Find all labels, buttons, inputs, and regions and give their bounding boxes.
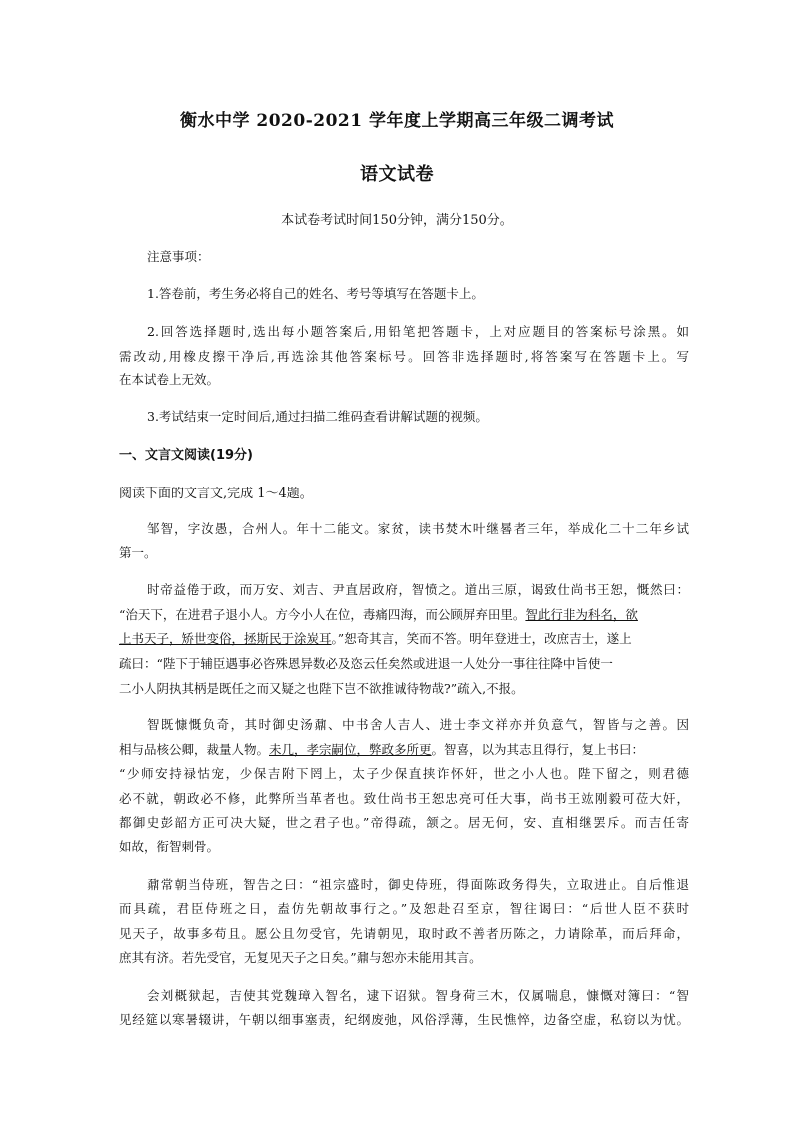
underlined-text: 智此行非为科名，欲	[525, 608, 638, 622]
passage-line: 鼐常朝当侍班，智告之曰：“祖宗盛时，御史侍班，得面陈政务得失，立取进止。自后惟退	[147, 878, 689, 892]
passage-text: ”疏入,不报。	[450, 682, 524, 696]
passage-line	[119, 657, 689, 671]
passage-line: 见天子，故事多苟且。愿公且勿受官，先请朝见，取时政不善者历陈之，力请除革，而后拜命，	[119, 927, 689, 941]
exam-info: 本试卷考试时间150分钟，满分150分。	[281, 213, 513, 228]
passage-line: 第一。	[119, 546, 157, 560]
section-heading: 一、文言文阅读(19分)	[119, 448, 253, 463]
notice-item: 1.答卷前，考生务必将自己的姓名、考号等填写在答题卡上。	[147, 287, 484, 301]
exam-title: 衡水中学 2020-2021 学年度上学期高三年级二调考试	[179, 111, 615, 131]
notice-item: 在本试卷上无效。	[119, 373, 220, 387]
wavy-underlined-text: 二小人阴执其柄是既任之而又疑之也陛下岂不欲推诚待物哉?	[119, 682, 451, 696]
passage-text: 。智喜，以为其志且得行，复上书曰：	[431, 743, 645, 757]
passage-line: 如故，衔智刺骨。	[119, 840, 220, 854]
passage-line	[119, 682, 689, 696]
notice-item: 2.回答选择题时,选出每小题答案后,用铅笔把答题卡，上对应题目的答案标号涂黑。如	[147, 325, 689, 339]
passage-line: 都御史彭韶方正可决大疑，世之君子也。”帝得疏，颔之。居无何，安、直相继罢斥。而吉任寄	[119, 816, 689, 830]
underlined-text: 上书天子，矫世变俗，拯斯民于涂炭耳	[119, 632, 332, 646]
section-instruction: 阅读下面的文言文,完成 1～4题。	[119, 487, 313, 501]
passage-line: 见经筵以寒暑辍讲，午朝以细事塞责，纪纲废弛，风俗浮薄，生民憔悴，边备空虚，私窃以为忧。	[119, 1013, 689, 1027]
passage-line	[119, 632, 689, 646]
passage-line	[119, 608, 689, 622]
passage-line: 而具疏，君臣侍班之日，盍仿先朝故事行之。”及恕赴召至京，智往谒曰：“后世人臣不获时	[119, 902, 689, 916]
passage-text: “治天下，在进君子退小人。方今小人在位，毒痛四海，而公顾屏弃田里。	[119, 608, 526, 622]
underlined-text: 未几，孝宗嗣位，	[269, 743, 370, 757]
passage-line: “少师安持禄怙宠，少保吉附下罔上，太子少保直挟诈怀奸，世之小人也。陛下留之，则君德	[119, 767, 689, 781]
notice-heading: 注意事项：	[147, 250, 210, 264]
notice-item: 需改动,用橡皮擦干净后,再选涂其他答案标号。回答非选择题时,将答案写在答题卡上。写	[119, 350, 689, 364]
passage-text: 疏曰：“	[119, 657, 163, 671]
passage-line: 时帝益倦于政，而万安、刘吉、尹直居政府，智愤之。道出三原，谒致仕尚书王恕，慨然曰：	[147, 583, 689, 597]
exam-subtitle: 语文试卷	[360, 164, 434, 185]
wavy-underlined-text: 陛下于辅臣遇事必咨殊恩异数必及恣云任矣然或进退一人处分一事往往降中旨使一	[162, 657, 613, 671]
passage-line: 必不就，朝政必不修，此弊所当革者也。致仕尚书王恕忠亮可任大事，尚书王竑刚毅可莅大奸，	[119, 792, 689, 806]
passage-line: 邹智，字汝愚，合州人。年十二能文。家贫，读书焚木叶继晷者三年，举成化二十二年乡试	[147, 522, 689, 536]
notice-item: 3.考试结束一定时间后,通过扫描二维码查看讲解试题的视频。	[147, 410, 488, 424]
passage-line	[119, 743, 689, 757]
passage-line: 庶其有济。若先受官，无复见天子之日矣。”鼐与恕亦未能用其言。	[119, 951, 482, 965]
passage-line: 会刘概狱起，吉使其党魏璋入智名，逮下诏狱。智身荷三木，仅属喘息，慷慨对簿曰：“智	[147, 989, 689, 1003]
underlined-text: 弊政多所更	[369, 743, 432, 757]
passage-text: 。”恕奇其言，笑而不答。明年登进士，改庶吉士，遂上	[331, 632, 632, 646]
passage-line: 智既慷慨负奇，其时御史汤鼐、中书舍人吉人、进士李文祥亦并负意气，智皆与之善。因	[147, 718, 689, 732]
passage-text: 相与品核公卿，裁量人物。	[119, 743, 270, 757]
